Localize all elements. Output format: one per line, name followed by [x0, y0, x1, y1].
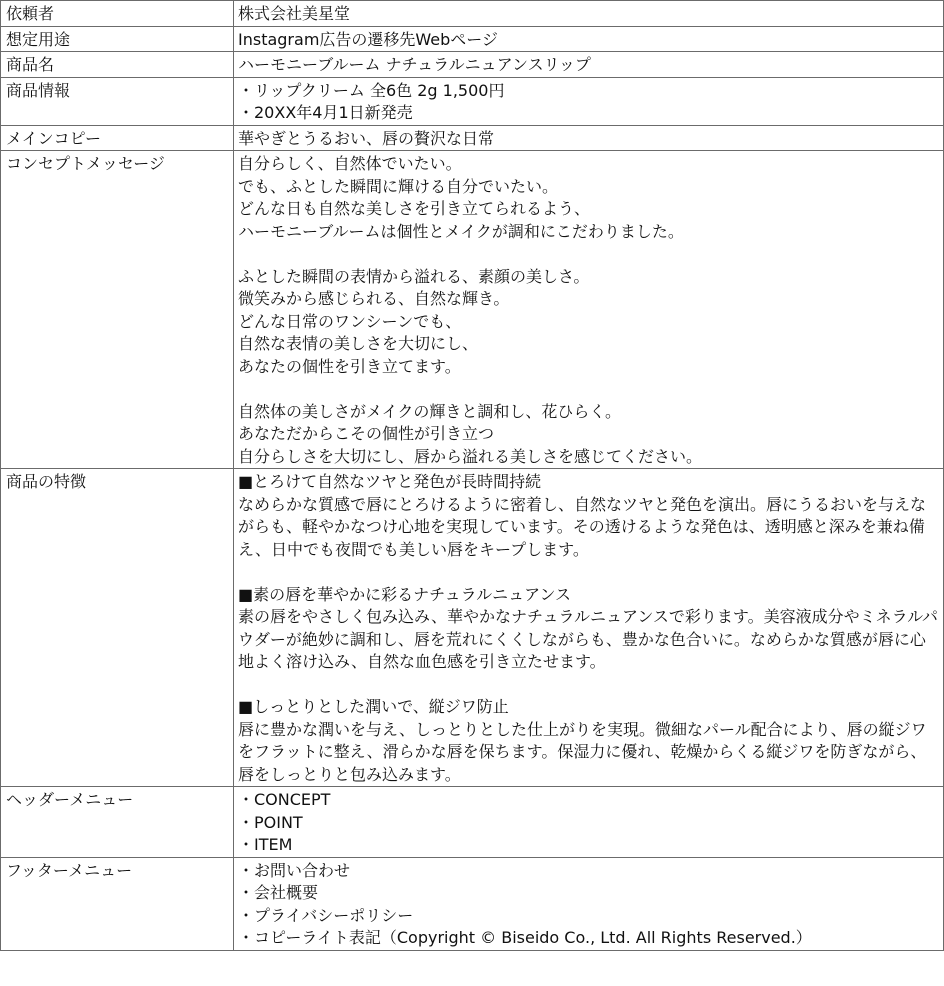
row-value: 華やぎとうるおい、唇の贅沢な日常 [234, 125, 944, 151]
row-label: コンセプトメッセージ [1, 151, 234, 469]
row-label: ヘッダーメニュー [1, 787, 234, 858]
row-value: Instagram広告の遷移先Webページ [234, 26, 944, 52]
table-row [1, 77, 944, 125]
row-label: メインコピー [1, 125, 234, 151]
row-value: ハーモニーブルーム ナチュラルニュアンスリップ [234, 52, 944, 78]
row-value: ・お問い合わせ ・会社概要 ・プライバシーポリシー ・コピーライト表記（Copyright © Biseido Co., Ltd. All Rights Reserved.） [234, 857, 944, 950]
table-row [1, 125, 944, 151]
table-row [1, 857, 944, 950]
row-label: 商品名 [1, 52, 234, 78]
table-row [1, 1, 944, 27]
table-row [1, 26, 944, 52]
table-row [1, 151, 944, 469]
row-value: ■とろけて自然なツヤと発色が長時間持続 なめらかな質感で唇にとろけるように密着し、自然なツヤと発色を演出。唇にうるおいを与えながらも、軽やかなつけ心地を実現しています。その透けるような発色は、透明感と深みを兼ね備え、日中でも夜間でも美しい唇をキープします。 ■素の唇を華やかに彩るナチュラルニュアンス 素の唇をやさしく包み込み、華やかなナチュラルニュアンスで彩ります。美容液成分やミネラルパウダーが絶妙に調和し、唇を荒れにくくしながらも、豊かな色合いに。なめらかな質感が唇に心地よく溶け込み、自然な血色感を引き立たせます。 ■しっとりとした潤いで、縦ジワ防止 唇に豊かな潤いを与え、しっとりとした仕上がりを実現。微細なパール配合により、唇の縦ジワをフラットに整え、滑らかな唇を保ちます。保湿力に優れ、乾燥からくる縦ジワを防ぎながら、唇をしっとりと包み込みます。 [234, 469, 944, 787]
row-label: フッターメニュー [1, 857, 234, 950]
table-row [1, 52, 944, 78]
row-label: 商品の特徴 [1, 469, 234, 787]
table-row [1, 469, 944, 787]
row-value: ・リップクリーム 全6色 2g 1,500円 ・20XX年4月1日新発売 [234, 77, 944, 125]
table-row [1, 787, 944, 858]
row-value: 自分らしく、自然体でいたい。 でも、ふとした瞬間に輝ける自分でいたい。 どんな日も自然な美しさを引き立てられるよう、 ハーモニーブルームは個性とメイクが調和にこだわりました。 ふとした瞬間の表情から溢れる、素顔の美しさ。 微笑みから感じられる、自然な輝き。 どんな日常のワンシーンでも、 自然な表情の美しさを大切にし、 あなたの個性を引き立てます。 自然体の美しさがメイクの輝きと調和し、花ひらく。 あなただからこその個性が引き立つ 自分らしさを大切にし、唇から溢れる美しさを感じてください。 [234, 151, 944, 469]
row-label: 想定用途 [1, 26, 234, 52]
row-value: ・CONCEPT ・POINT ・ITEM [234, 787, 944, 858]
row-value: 株式会社美星堂 [234, 1, 944, 27]
row-label: 依頼者 [1, 1, 234, 27]
row-label: 商品情報 [1, 77, 234, 125]
